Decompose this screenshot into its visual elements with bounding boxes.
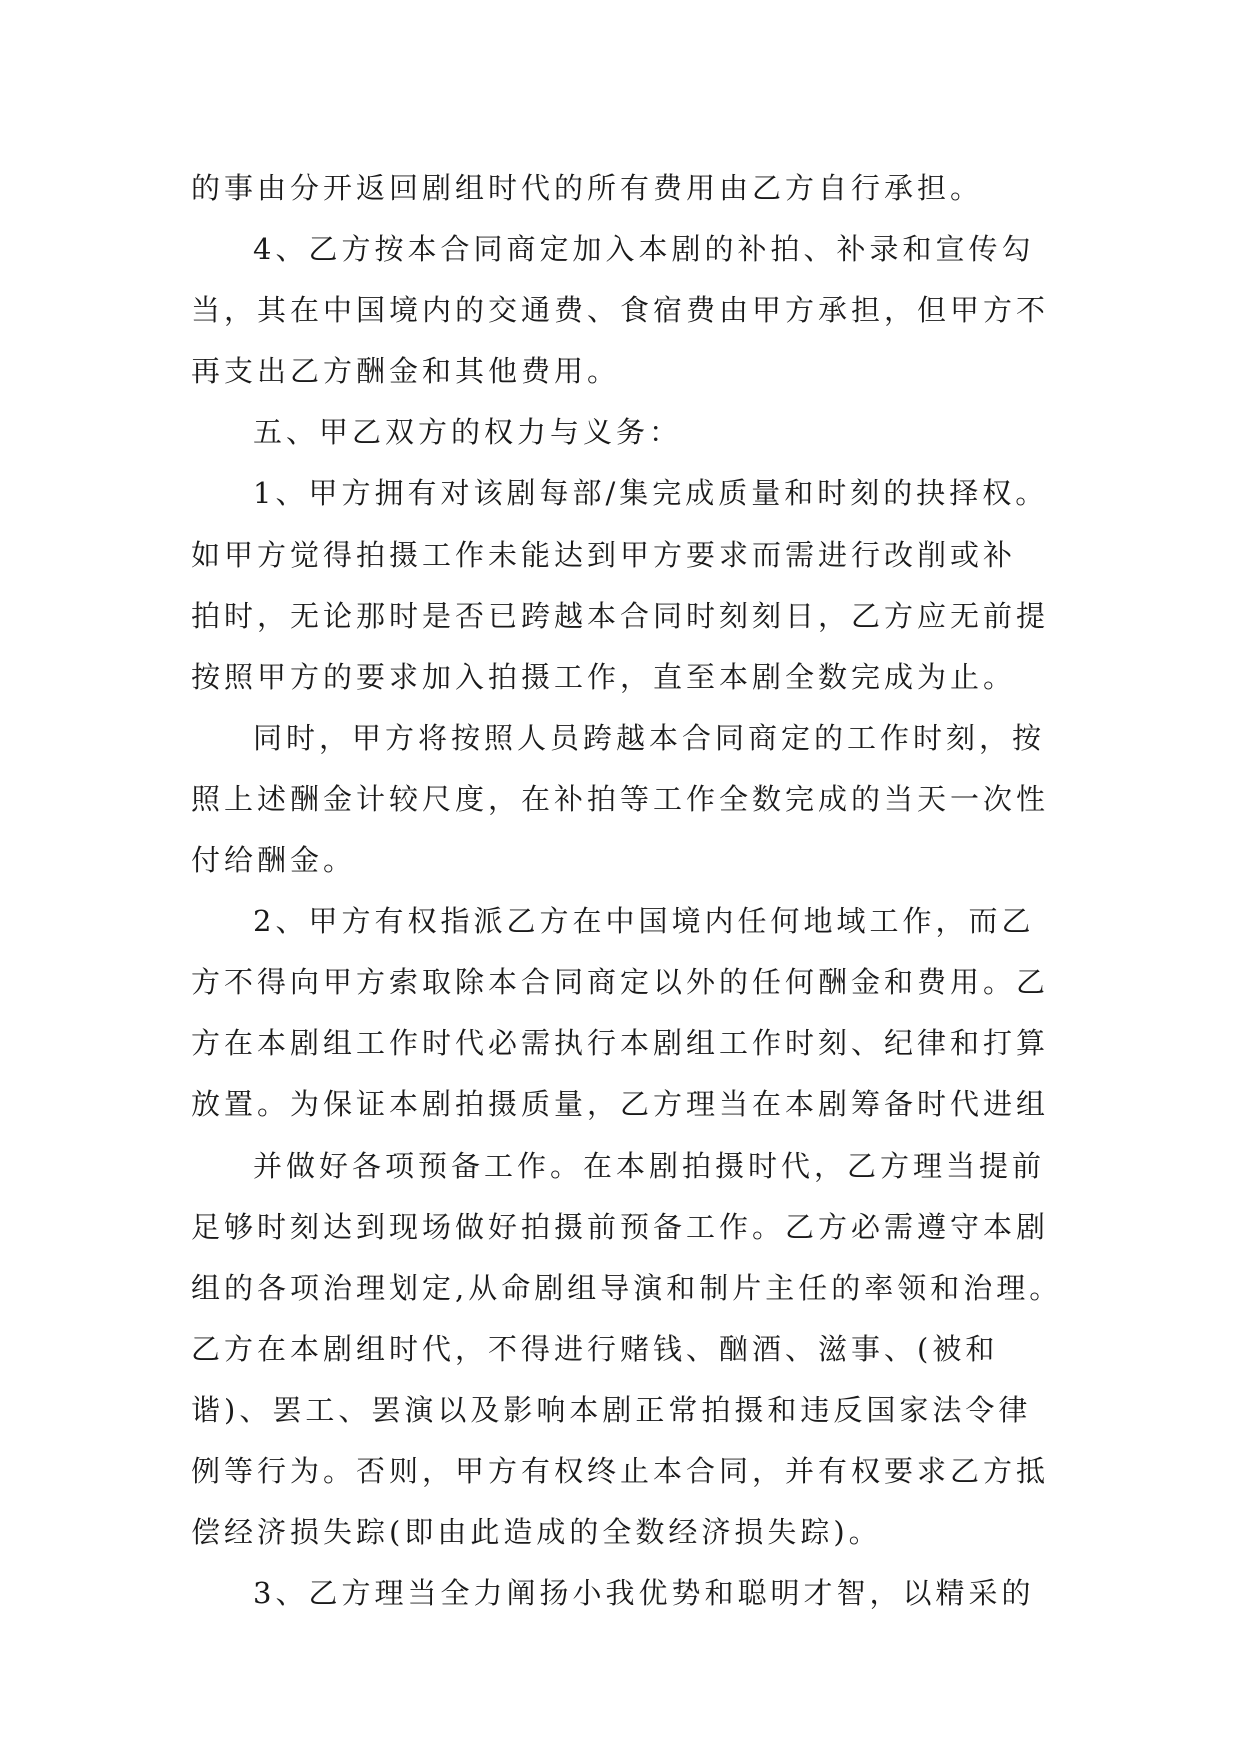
text-line: 放置。为保证本剧拍摄质量，乙方理当在本剧筹备时代进组	[191, 1087, 1050, 1122]
text-line: 付给酬金。	[191, 843, 357, 878]
text-line: 当，其在中国境内的交通费、食宿费由甲方承担，但甲方不	[191, 293, 1050, 328]
text-line: 组的各项治理划定,从命剧组导演和制片主任的率领和治理。	[191, 1270, 1063, 1305]
text-line: 例等行为。否则，甲方有权终止本合同，并有权要求乙方抵	[191, 1453, 1050, 1488]
text-line: 同时，甲方将按照人员跨越本合同商定的工作时刻，按	[253, 720, 1046, 755]
text-line: 并做好各项预备工作。在本剧拍摄时代，乙方理当提前	[253, 1148, 1046, 1183]
text-line: 方在本剧组工作时代必需执行本剧组工作时刻、纪律和打算	[191, 1026, 1050, 1061]
text-line: 五、甲乙双方的权力与义务：	[253, 415, 683, 450]
text-line: 1、甲方拥有对该剧每部/集完成质量和时刻的抉择权。	[253, 476, 1049, 511]
text-line: 再支出乙方酬金和其他费用。	[191, 354, 621, 389]
text-line: 的事由分开返回剧组时代的所有费用由乙方自行承担。	[191, 171, 984, 205]
text-line: 按照甲方的要求加入拍摄工作，直至本剧全数完成为止。	[191, 659, 1017, 694]
text-line: 拍时，无论那时是否已跨越本合同时刻刻日，乙方应无前提	[191, 598, 1050, 633]
text-line: 谐)、罢工、罢演以及影响本剧正常拍摄和违反国家法令律	[191, 1392, 1032, 1427]
text-line: 方不得向甲方索取除本合同商定以外的任何酬金和费用。乙	[191, 965, 1050, 1000]
text-line: 3、乙方理当全力阐扬小我优势和聪明才智，以精采的	[253, 1576, 1035, 1611]
text-line: 4、乙方按本合同商定加入本剧的补拍、补录和宣传勾	[253, 232, 1035, 267]
text-line: 如甲方觉得拍摄工作未能达到甲方要求而需进行改削或补	[191, 537, 1017, 572]
text-line: 2、甲方有权指派乙方在中国境内任何地域工作，而乙	[253, 904, 1035, 939]
text-line: 足够时刻达到现场做好拍摄前预备工作。乙方必需遵守本剧	[191, 1209, 1050, 1244]
body-text	[191, 158, 1061, 1624]
text-line: 偿经济损失踪(即由此造成的全数经济损失踪)。	[191, 1515, 882, 1550]
text-line: 乙方在本剧组时代，不得进行赌钱、酗酒、滋事、(被和	[191, 1331, 999, 1366]
text-line: 照上述酬金计较尺度，在补拍等工作全数完成的当天一次性	[191, 781, 1050, 816]
